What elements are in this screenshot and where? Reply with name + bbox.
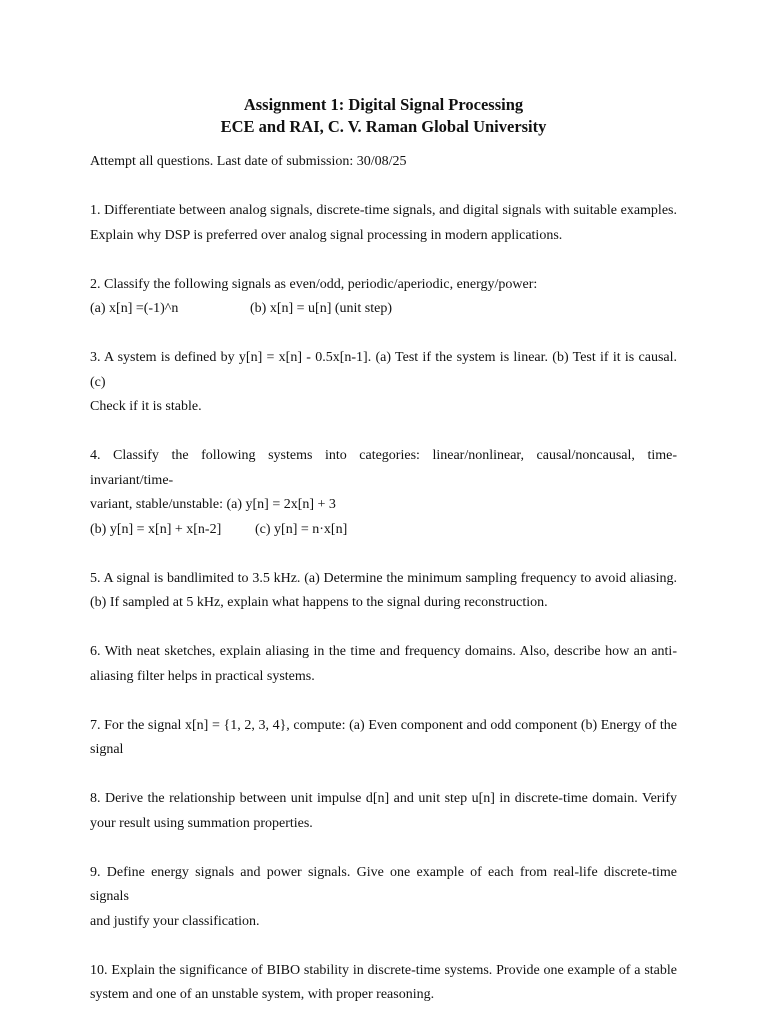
question-2-options (90, 297, 677, 322)
question-10-line-1: 10. Explain the significance of BIBO stability in discrete-time systems. Provide one example of a stable (90, 962, 677, 978)
question-4-option-c: (c) y[n] = n·x[n] (255, 521, 348, 537)
question-4-options (90, 518, 677, 543)
instructions: Attempt all questions. Last date of submission: 30/08/25 (90, 154, 407, 169)
question-3 (90, 346, 677, 420)
question-10 (90, 959, 677, 1008)
question-6 (90, 640, 677, 689)
question-9-line-2: and justify your classification. (90, 913, 260, 929)
question-4 (90, 444, 677, 542)
question-2-line-1: 2. Classify the following signals as even/odd, periodic/aperiodic, energy/power: (90, 276, 538, 292)
question-2-option-a: (a) x[n] =(-1)^n (90, 301, 179, 316)
question-7-line-2: signal (90, 742, 124, 757)
question-1-line-1: 1. Differentiate between analog signals, discrete-time signals, and digital signals with suitable examples. (90, 203, 677, 218)
title-line-2: ECE and RAI, C. V. Raman Global University (220, 117, 547, 136)
question-8-line-1: 8. Derive the relationship between unit impulse d[n] and unit step u[n] in discrete-time domain. Verify (90, 791, 677, 806)
question-5 (90, 567, 677, 616)
question-8 (90, 787, 677, 836)
question-6-line-2: aliasing filter helps in practical systems. (90, 668, 315, 684)
question-4-line-2: variant, stable/unstable: (a) y[n] = 2x[n] + 3 (90, 497, 336, 512)
question-1 (90, 199, 677, 248)
question-5-line-1: 5. A signal is bandlimited to 3.5 kHz. (a) Determine the minimum sampling frequency to avoid aliasing. (90, 570, 677, 586)
assignment-page (90, 94, 677, 1008)
question-3-line-1: 3. A system is defined by y[n] = x[n] - 0.5x[n-1]. (a) Test if the system is linear. (b) Test if it is causal. (c) (90, 350, 677, 390)
question-9-line-1: 9. Define energy signals and power signals. Give one example of each from real-life discrete-time signals (90, 864, 677, 904)
question-2-option-b: (b) x[n] = u[n] (unit step) (250, 301, 393, 316)
question-1-line-2: Explain why DSP is preferred over analog signal processing in modern applications. (90, 227, 563, 243)
question-4-line-1: 4. Classify the following systems into categories: linear/nonlinear, causal/noncausal, time-invariant/time- (90, 448, 677, 488)
question-4-option-b: (b) y[n] = x[n] + x[n-2] (90, 521, 222, 537)
question-2 (90, 273, 677, 322)
question-8-line-2: your result using summation properties. (90, 815, 313, 831)
question-10-line-2: system and one of an unstable system, with proper reasoning. (90, 987, 435, 1002)
question-5-line-2: (b) If sampled at 5 kHz, explain what happens to the signal during reconstruction. (90, 595, 548, 610)
question-6-line-1: 6. With neat sketches, explain aliasing in the time and frequency domains. Also, describe how an anti- (90, 644, 677, 659)
page-title (90, 94, 677, 138)
question-9 (90, 861, 677, 935)
question-7-line-1: 7. For the signal x[n] = {1, 2, 3, 4}, compute: (a) Even component and odd component (b) Energy of the (90, 717, 677, 733)
title-line-1: Assignment 1: Digital Signal Processing (243, 95, 524, 114)
question-7 (90, 714, 677, 763)
question-3-line-2: Check if it is stable. (90, 399, 202, 414)
